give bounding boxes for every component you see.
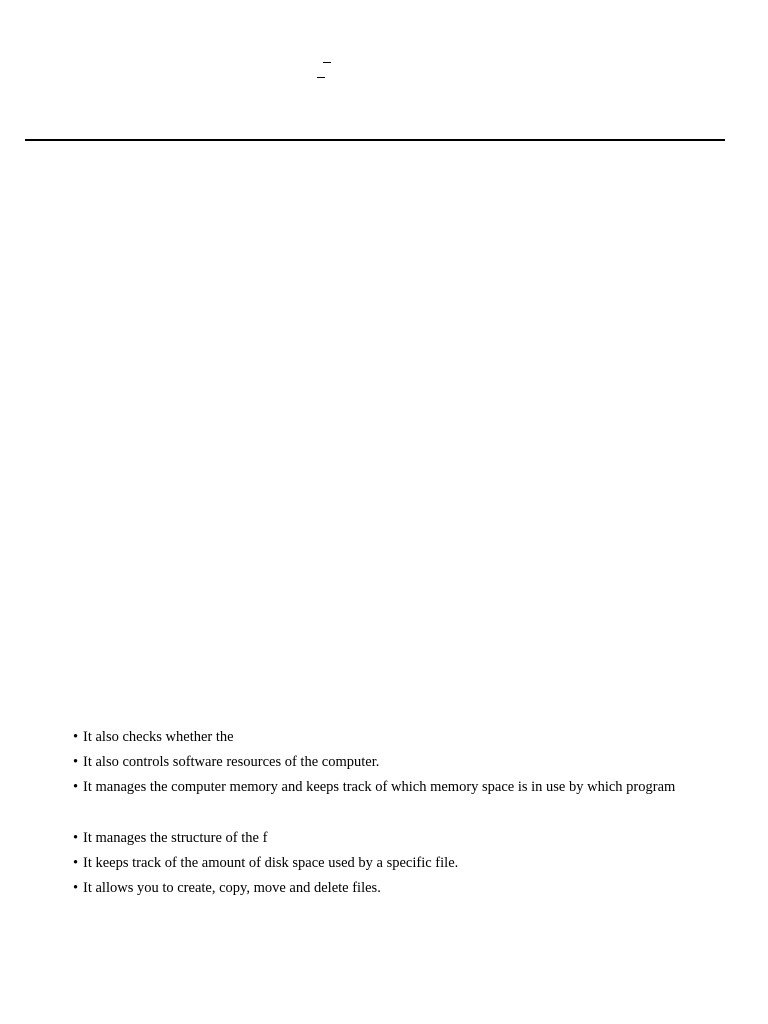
bullet-icon: •: [73, 779, 79, 795]
list-item: [73, 727, 675, 752]
header-mark: [323, 62, 331, 63]
bullet-icon: •: [73, 880, 79, 896]
header-mark: [317, 77, 325, 78]
list-item: [73, 777, 675, 802]
list-item: [73, 828, 458, 853]
list-item-text: It keeps track of the amount of disk space used by a specific file.: [83, 855, 459, 871]
list-item: [73, 853, 458, 878]
list-item: [73, 878, 458, 903]
header-rule: [25, 139, 725, 141]
bullet-icon: •: [73, 830, 79, 846]
list-item-text: It allows you to create, copy, move and delete files.: [83, 880, 381, 896]
bullet-list-files: [73, 828, 458, 903]
list-item-text: It manages the computer memory and keeps track of which memory space is in use by which program: [83, 779, 676, 795]
bullet-icon: •: [73, 754, 79, 770]
list-item-text: It also controls software resources of the computer.: [83, 754, 380, 770]
bullet-list-resources: [73, 727, 675, 802]
bullet-icon: •: [73, 855, 79, 871]
list-item: [73, 752, 675, 777]
list-item-text: It also checks whether the: [83, 729, 234, 745]
bullet-icon: •: [73, 729, 79, 745]
list-item-text: It manages the structure of the f: [83, 830, 268, 846]
